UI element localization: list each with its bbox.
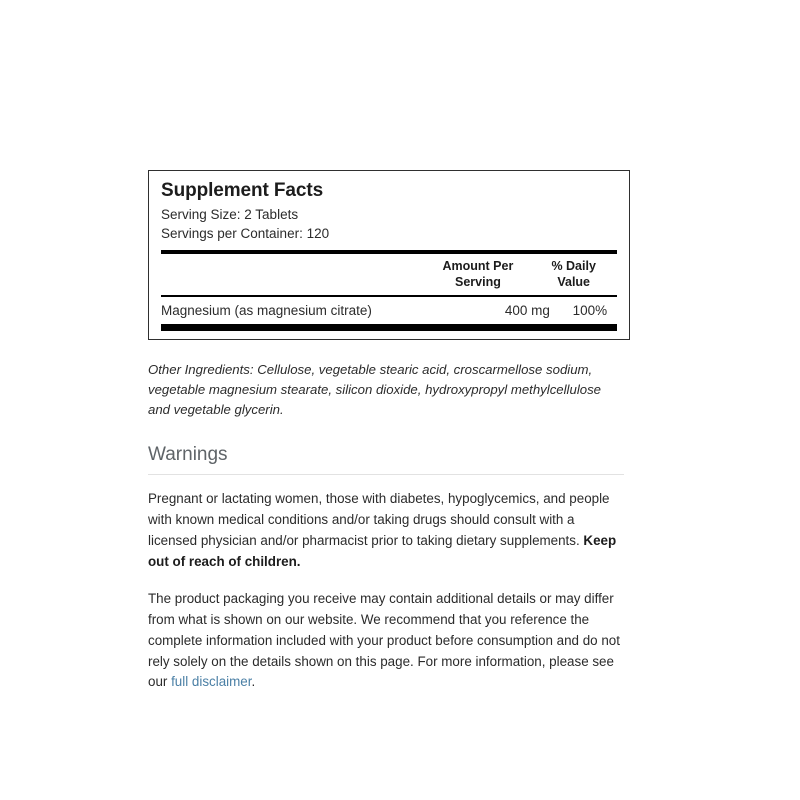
amount-header-line-1: Amount Per [442, 259, 514, 274]
nutrient-daily-value: 100% [572, 303, 608, 319]
table-header [161, 254, 617, 295]
warnings-divider [148, 474, 624, 475]
column-header-daily-value [530, 254, 617, 295]
nutrient-amount: 400 mg [504, 303, 550, 319]
column-header-amount-per-serving [425, 254, 530, 295]
column-header-nutrient [161, 254, 425, 295]
daily-value-header-line-2: Value [557, 274, 591, 289]
servings-per-container-text: Servings per Container: 120 [161, 225, 330, 241]
table-row [161, 297, 617, 324]
warnings-paragraph-1 [148, 489, 624, 573]
table-header-row [161, 254, 617, 295]
warnings-heading: Warnings [148, 443, 228, 465]
warnings-paragraph-2 [148, 589, 624, 694]
table-body [161, 297, 617, 324]
daily-value-header-line-1: % Daily [551, 259, 596, 274]
content-column [148, 170, 636, 707]
supplement-facts-title: Supplement Facts [161, 180, 324, 201]
other-ingredients-text: Other Ingredients: Cellulose, vegetable stearic acid, croscarmellose sodium, vegetable magnesium stearate, silicon dioxide, hydroxypropyl methylcellulose and vegetable glycerin. [148, 362, 602, 418]
disclaimer-text: The product packaging you receive may contain additional details or may differ from what is shown on our website. We recommend that you reference the complete information included with your product before consumption and do not rely solely on the details shown on this page. For more information, please see our [148, 590, 620, 690]
serving-size-text: Serving Size: 2 Tablets [161, 206, 299, 222]
warnings-paragraph-1-text: Pregnant or lactating women, those with diabetes, hypoglycemics, and people with known medical conditions and/or taking drugs should consult with a licensed physician and/or pharmacist prior to taking dietary supplements. [148, 491, 610, 548]
supplement-facts-panel [148, 170, 630, 340]
disclaimer-text-end: . [251, 674, 256, 690]
nutrient-name: Magnesium (as magnesium citrate) [161, 303, 372, 319]
full-disclaimer-link[interactable]: full disclaimer [171, 674, 252, 690]
amount-header-line-2: Serving [454, 274, 501, 289]
supplement-facts-body-table [161, 297, 617, 324]
keep-out-of-reach-note: Keep out of reach of children. [148, 533, 617, 569]
table-bottom-bar [161, 324, 617, 331]
supplement-facts-table [161, 254, 617, 295]
